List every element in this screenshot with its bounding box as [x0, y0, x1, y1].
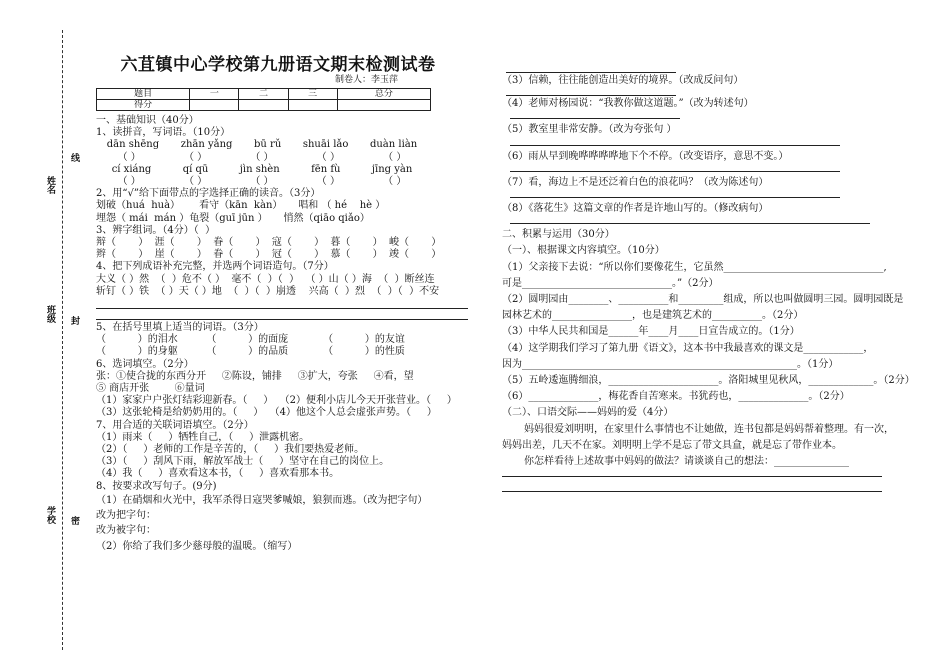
question-8: 8、按要求改写句子。(9分) — [96, 480, 217, 492]
question-5: 5、在括号里填上适当的词语。（3分） — [96, 322, 264, 334]
question-6-item-1[interactable]: （1）家家户户张灯结彩迎新春。（ ） （2）便利小店儿今天开张营业。（ ） — [96, 395, 457, 407]
pinyin: duàn liàn — [369, 139, 418, 151]
question-6: 6、选词填空。（2分） — [96, 358, 194, 370]
rewrite-item-8: （8）《落花生》这篇文章的作者是许地山写的。（修改病句） — [502, 203, 769, 215]
answer-blank[interactable]: （ ） — [250, 151, 274, 163]
answer-line[interactable] — [510, 191, 840, 198]
binding-dashed-line — [62, 30, 63, 650]
rewrite-ba-label[interactable]: 改为把字句： — [96, 510, 156, 522]
rewrite-item-5: （5）教室里非常安静。（改为夸张句 ） — [502, 124, 677, 136]
answer-line[interactable] — [510, 112, 680, 119]
answer-blank[interactable]: （ ） — [316, 151, 340, 163]
section-2-heading: 二、积累与运用（30分） — [502, 229, 615, 241]
rewrite-item-7: （7）看，海边上不是还泛着白色的浪花吗？（改为陈述句） — [502, 176, 769, 188]
question-3-row-b[interactable]: 辫（ ） 崖（ ） 眷（ ） 冠（ ） 慕（ ） 竣（ ） — [96, 249, 442, 261]
pinyin: qí qū — [182, 163, 209, 175]
question-7-item-3[interactable]: （3）（ ）刮风下雨，解放军战士（ ）坚守在自己的岗位上。 — [96, 456, 390, 468]
question-3: 3、辨字组词。（4分）（ ） — [96, 224, 216, 236]
fill-item-4[interactable]: （4）这学期我们学习了第九册《语文》，这本书中我最喜欢的课文是____________， — [502, 342, 874, 354]
pinyin: zhān yǎng — [180, 139, 233, 151]
question-6-options-2: ⑤ 商店开张 ⑥量词 — [96, 383, 205, 395]
score-header: 题目 — [97, 89, 190, 100]
binding-seal-label: 封 — [69, 316, 79, 325]
question-4-row-b[interactable]: 斩钉（ ）铁 （ ）天（ ）地 （ ）（ ）崩透 兴高（ ）烈 （ ）（ ）不安 — [96, 285, 440, 297]
question-5-row-b[interactable]: （ ）的身躯 （ ）的品质 （ ）的性质 — [96, 346, 405, 358]
answer-line[interactable] — [502, 470, 882, 477]
binding-school-label: 学校 — [45, 506, 55, 524]
binding-secret-label: 密 — [69, 516, 79, 525]
answer-blank[interactable]: （ ） — [117, 151, 141, 163]
fill-item-1[interactable]: （1）父亲接下去说：“所以你们要像花生，它虽然________________________________, — [502, 261, 887, 273]
rewrite-bei-label[interactable]: 改为被字句： — [96, 525, 156, 537]
answer-line[interactable] — [510, 165, 840, 172]
answer-blank[interactable]: （ ） — [183, 151, 208, 163]
answer-blank[interactable]: （ ） — [250, 176, 274, 188]
story-paragraph-line-1: 妈妈很爱刘明明，在家里什么事情也不让她做，连书包都是妈妈帮着整理。有一次， — [524, 423, 894, 435]
pinyin: cí xiáng — [111, 163, 152, 175]
fill-item-6[interactable]: （6）______________，梅花香自苦寒来。书犹药也，______________。（2分） — [502, 391, 850, 403]
fill-item-5[interactable]: （5）五岭逶迤腾细浪，______________________。洛阳城里见秋风，_____________。（2分） — [502, 375, 915, 387]
answer-line[interactable] — [510, 217, 870, 224]
answer-line[interactable] — [502, 477, 882, 492]
answer-blank-row-2[interactable] — [96, 176, 468, 188]
answer-line[interactable] — [96, 311, 468, 320]
question-4-row-a[interactable]: 大义（ ）然 （ ）危不（ ） 毫不（ ）（ ） （ ）山（ ）海 （ ）断丝连 — [96, 273, 435, 285]
score-row-label: 得分 — [97, 100, 190, 111]
score-cell[interactable] — [190, 100, 239, 111]
binding-class-label: 班级 — [45, 305, 55, 323]
question-7-item-1[interactable]: （1）雨来（ ）牺牲自己，（ ）泄露机密。 — [96, 431, 310, 443]
section-1-heading: 一、基础知识（40分） — [96, 115, 199, 126]
answer-line[interactable] — [506, 89, 676, 96]
question-8-item-1: （1）在硝烟和火光中，我军杀得日寇哭爹喊娘，狼狈而逃。（改为把字句） — [96, 494, 428, 506]
fill-item-4b[interactable]: 因为_______________________________________________________。（1分） — [502, 358, 839, 370]
question-8-item-2: （2）你给了我们多少慈母般的温暖。（缩写） — [96, 540, 298, 552]
question-7: 7、用合适的关联词语填空。（2分） — [96, 419, 254, 431]
question-1: 1、读拼音，写词语。（10分） — [96, 127, 231, 139]
pinyin: bū rǔ — [254, 139, 282, 151]
score-header: 三 — [288, 89, 337, 100]
oral-question[interactable]: 你怎样看待上述故事中妈妈的做法？请谈谈自己的想法：_______________ — [524, 456, 849, 468]
rewrite-item-6: （6）雨从早到晚哗哗哗哗地下个不停。（改变语序，意思不变。） — [502, 150, 789, 162]
rewrite-item-3: （3）信赖，往往能创造出美好的境界。（改成反问句） — [502, 75, 744, 86]
story-paragraph-line-2: 妈妈出差，几天不在家。刘明明上学不是忘了带文具盒，就是忘了带作业本。 — [502, 439, 842, 451]
answer-blank[interactable]: （ ） — [383, 151, 407, 163]
score-header: 总分 — [337, 89, 430, 100]
answer-blank[interactable]: （ ） — [316, 176, 340, 188]
binding-line-label: 线 — [69, 153, 79, 162]
section-2-part-1: （一）、根据课文内容填空。（10分） — [502, 245, 665, 257]
section-2-part-2: （二）、口语交际——妈妈的爱（4分） — [502, 407, 674, 419]
fill-item-2[interactable]: （2）圆明园由________、__________和_________组成，所以也叫做圆明三园。圆明园既是 — [502, 294, 904, 306]
answer-line[interactable] — [506, 64, 676, 73]
fill-item-1b[interactable]: 可是______________________________。”（2分） — [502, 277, 719, 289]
pinyin-row-1 — [96, 139, 468, 151]
question-2-row-b[interactable]: 埋怨（ mái mán ）龟裂（guī jūn ） 悄然（qiāo qiǎo） — [96, 212, 370, 224]
question-3-row-a[interactable]: 辩（ ） 涯（ ） 眷（ ） 寇（ ） 暮（ ） 峻（ ） — [96, 237, 442, 249]
question-5-row-a[interactable]: （ ）的泪水 （ ）的面庞 （ ）的友谊 — [96, 334, 405, 346]
question-7-item-2[interactable]: （2）（ ）老师的工作是辛苦的，（ ）我们要热爱老师。 — [96, 444, 365, 456]
question-2: 2、用“√”给下面带点的字选择正确的读音。（3分） — [96, 188, 321, 200]
question-6-item-2[interactable]: （3）这张轮椅是给奶奶用的。（ ） （4）他这个人总会虚张声势。（ ） — [96, 407, 437, 419]
question-4: 4、把下列成语补充完整，并选两个词语造句。（7分） — [96, 261, 334, 273]
question-7-item-4[interactable]: （4）我（ ）喜欢看这本书，（ ）喜欢看那本书。 — [96, 468, 340, 480]
fill-item-2b[interactable]: 园林艺术的________________，也是建筑艺术的__________。（2分） — [502, 310, 804, 322]
right-column — [502, 64, 915, 492]
score-header: 一 — [190, 89, 239, 100]
binding-name-label: 姓名 — [45, 176, 55, 194]
answer-blank[interactable]: （ ） — [117, 176, 141, 188]
answer-line[interactable] — [510, 139, 840, 146]
pinyin-row-2 — [96, 164, 468, 176]
score-table — [96, 88, 431, 111]
score-header: 二 — [239, 89, 288, 100]
pinyin: shuāi lǎo — [302, 139, 349, 151]
rewrite-item-4: （4）老师对杨园说：“我教你做这道题。”（改为转述句） — [502, 98, 754, 110]
score-cell[interactable] — [239, 100, 288, 111]
pinyin: fēn fù — [311, 163, 341, 175]
exam-title: 六苴镇中心学校第九册语文期末检测试卷 — [120, 55, 436, 75]
pinyin: dān shēng — [106, 139, 160, 151]
question-2-row-a[interactable]: 划破（huá huà） 看守（kān kàn） 唱和 （ hé hè ） — [96, 200, 386, 212]
pinyin: jìn shèn — [239, 163, 280, 175]
question-6-options: 张：①使合拢的东西分开 ②陈设，铺排 ③扩大，夸张 ④看，望 — [96, 370, 414, 382]
answer-blank-row-1[interactable] — [96, 152, 468, 164]
fill-item-3[interactable]: （3）中华人民共和国是______年____月____日宣告成立的。（1分） — [502, 326, 800, 338]
answer-line[interactable] — [96, 300, 468, 309]
left-column — [96, 55, 468, 553]
score-cell[interactable] — [337, 100, 430, 111]
answer-blank[interactable]: （ ） — [183, 176, 208, 188]
author-line: 制卷人：李玉萍 — [334, 75, 398, 85]
answer-blank[interactable]: （ ） — [383, 176, 407, 188]
score-cell[interactable] — [288, 100, 337, 111]
pinyin: jīng yàn — [371, 163, 413, 175]
